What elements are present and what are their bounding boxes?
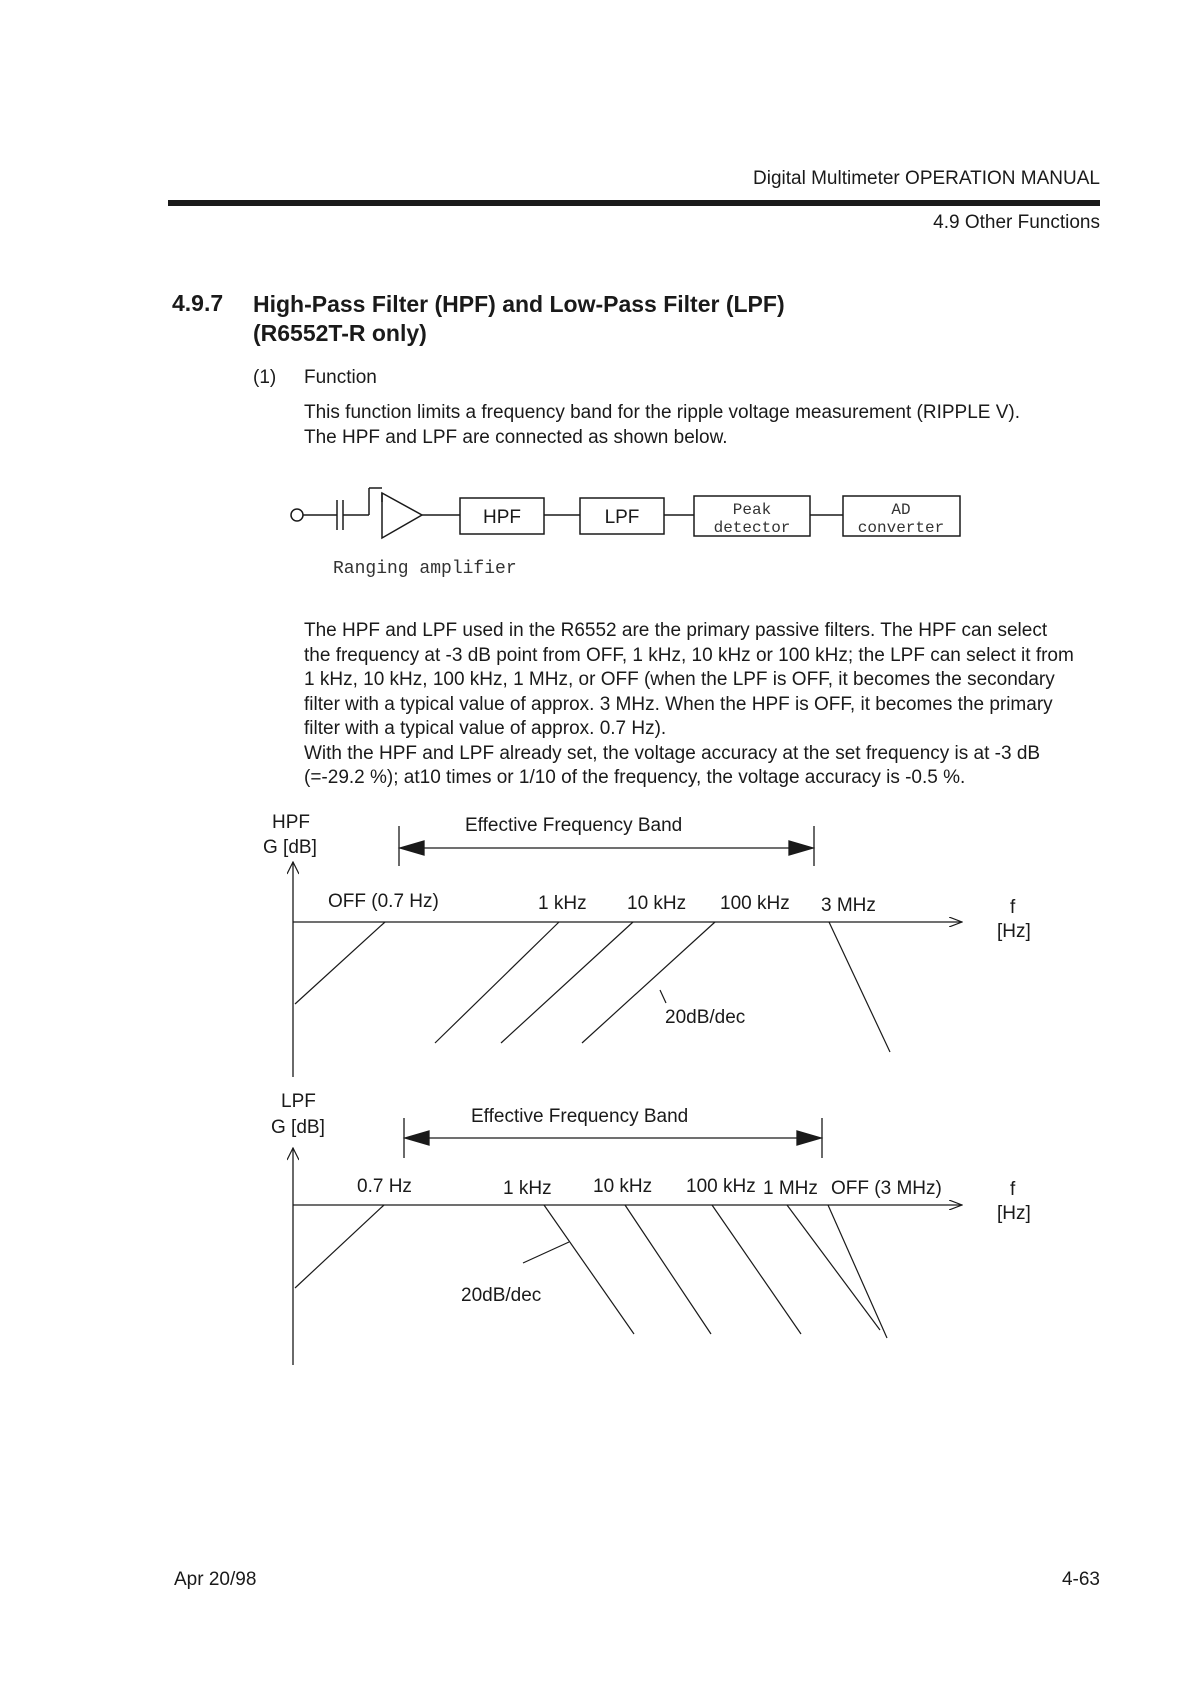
hpf-curve-off: [295, 922, 385, 1004]
hpf-tick-10khz: 10 kHz: [627, 893, 687, 914]
lpf-tick-off: OFF (3 MHz): [831, 1178, 942, 1199]
body-line: filter with a typical value of approx. 0.7 Hz).: [304, 718, 667, 739]
lpf-tick-1khz: 1 kHz: [503, 1178, 552, 1199]
hpf-slope-label: 20dB/dec: [665, 1007, 746, 1028]
hpf-graph-ylabel: G [dB]: [263, 837, 317, 858]
peak-label-1: Peak: [732, 501, 772, 519]
hpf-curve-1khz: [435, 922, 559, 1043]
hpf-tick-1khz: 1 kHz: [538, 893, 587, 914]
footer-page-number: 4-63: [1061, 1569, 1100, 1590]
lpf-curve-1khz: [544, 1205, 634, 1334]
ranging-amplifier-label: Ranging amplifier: [333, 559, 517, 579]
section-label: 4.9 Other Functions: [933, 212, 1100, 233]
body-line: The HPF and LPF used in the R6552 are the primary passive filters. The HPF can select: [304, 620, 1048, 641]
body-line: filter with a typical value of approx. 3 MHz. When the HPF is OFF, it becomes the primary: [304, 693, 1053, 715]
hpf-tick-100khz: 100 kHz: [720, 893, 790, 914]
hpf-xlabel-f: f: [1010, 897, 1016, 918]
hpf-graph-name: HPF: [272, 812, 310, 833]
input-terminal: [291, 509, 303, 521]
hpf-band-label: Effective Frequency Band: [465, 815, 683, 836]
lpf-band-label: Effective Frequency Band: [471, 1106, 689, 1127]
lpf-xlabel-hz: [Hz]: [997, 1203, 1031, 1224]
footer-date: Apr 20/98: [174, 1569, 257, 1590]
hpf-tick-off: OFF (0.7 Hz): [328, 891, 439, 912]
lpf-curve-100khz: [712, 1205, 801, 1334]
lpf-slope-pointer: [523, 1242, 569, 1263]
lpf-xlabel-f: f: [1010, 1179, 1016, 1200]
subsection-title: Function: [304, 367, 377, 388]
lpf-graph-name: LPF: [281, 1091, 316, 1112]
lpf-tick-100khz: 100 kHz: [686, 1176, 756, 1197]
lpf-curve-1mhz: [787, 1205, 880, 1330]
body-line: (=-29.2 %); at10 times or 1/10 of the frequency, the voltage accuracy is -0.5 %.: [304, 767, 966, 788]
intro-line: This function limits a frequency band for the ripple voltage measurement (RIPPLE V).: [304, 402, 1021, 423]
hpf-tick-3mhz: 3 MHz: [821, 895, 876, 916]
section-title-line2: (R6552T-R only): [253, 320, 427, 346]
section-number: 4.9.7: [172, 290, 224, 316]
hpf-graph: [263, 812, 1031, 1077]
ad-label-1: AD: [891, 501, 911, 519]
lpf-block-label: LPF: [604, 507, 640, 528]
lpf-graph-ylabel: G [dB]: [271, 1117, 325, 1138]
body-line: the frequency at -3 dB point from OFF, 1 kHz, 10 kHz or 100 kHz; the LPF can select it from: [304, 644, 1074, 666]
amplifier-symbol: [382, 493, 422, 538]
lpf-tick-07hz: 0.7 Hz: [357, 1176, 412, 1197]
body-line: With the HPF and LPF already set, the voltage accuracy at the set frequency is at -3 dB: [304, 742, 1041, 764]
manual-title: Digital Multimeter OPERATION MANUAL: [753, 168, 1100, 189]
subsection-number: (1): [253, 367, 277, 388]
hpf-curve-3mhz: [829, 922, 890, 1052]
lpf-curve-10khz: [625, 1205, 711, 1334]
peak-label-2: detector: [713, 519, 791, 537]
lpf-tick-10khz: 10 kHz: [593, 1176, 653, 1197]
lpf-graph: [271, 1091, 1031, 1365]
lpf-curve-07hz: [295, 1205, 384, 1288]
hpf-curve-10khz: [501, 922, 633, 1043]
lpf-tick-1mhz: 1 MHz: [763, 1178, 818, 1199]
section-title-line1: High-Pass Filter (HPF) and Low-Pass Filter (LPF): [253, 291, 785, 317]
hpf-block-label: HPF: [483, 507, 521, 528]
body-line: 1 kHz, 10 kHz, 100 kHz, 1 MHz, or OFF (when the LPF is OFF, it becomes the secondary: [304, 669, 1055, 690]
intro-line: The HPF and LPF are connected as shown below.: [304, 426, 728, 448]
lpf-slope-label: 20dB/dec: [461, 1285, 542, 1306]
hpf-xlabel-hz: [Hz]: [997, 921, 1031, 942]
ad-label-2: converter: [857, 519, 945, 537]
hpf-slope-pointer: [660, 990, 666, 1003]
